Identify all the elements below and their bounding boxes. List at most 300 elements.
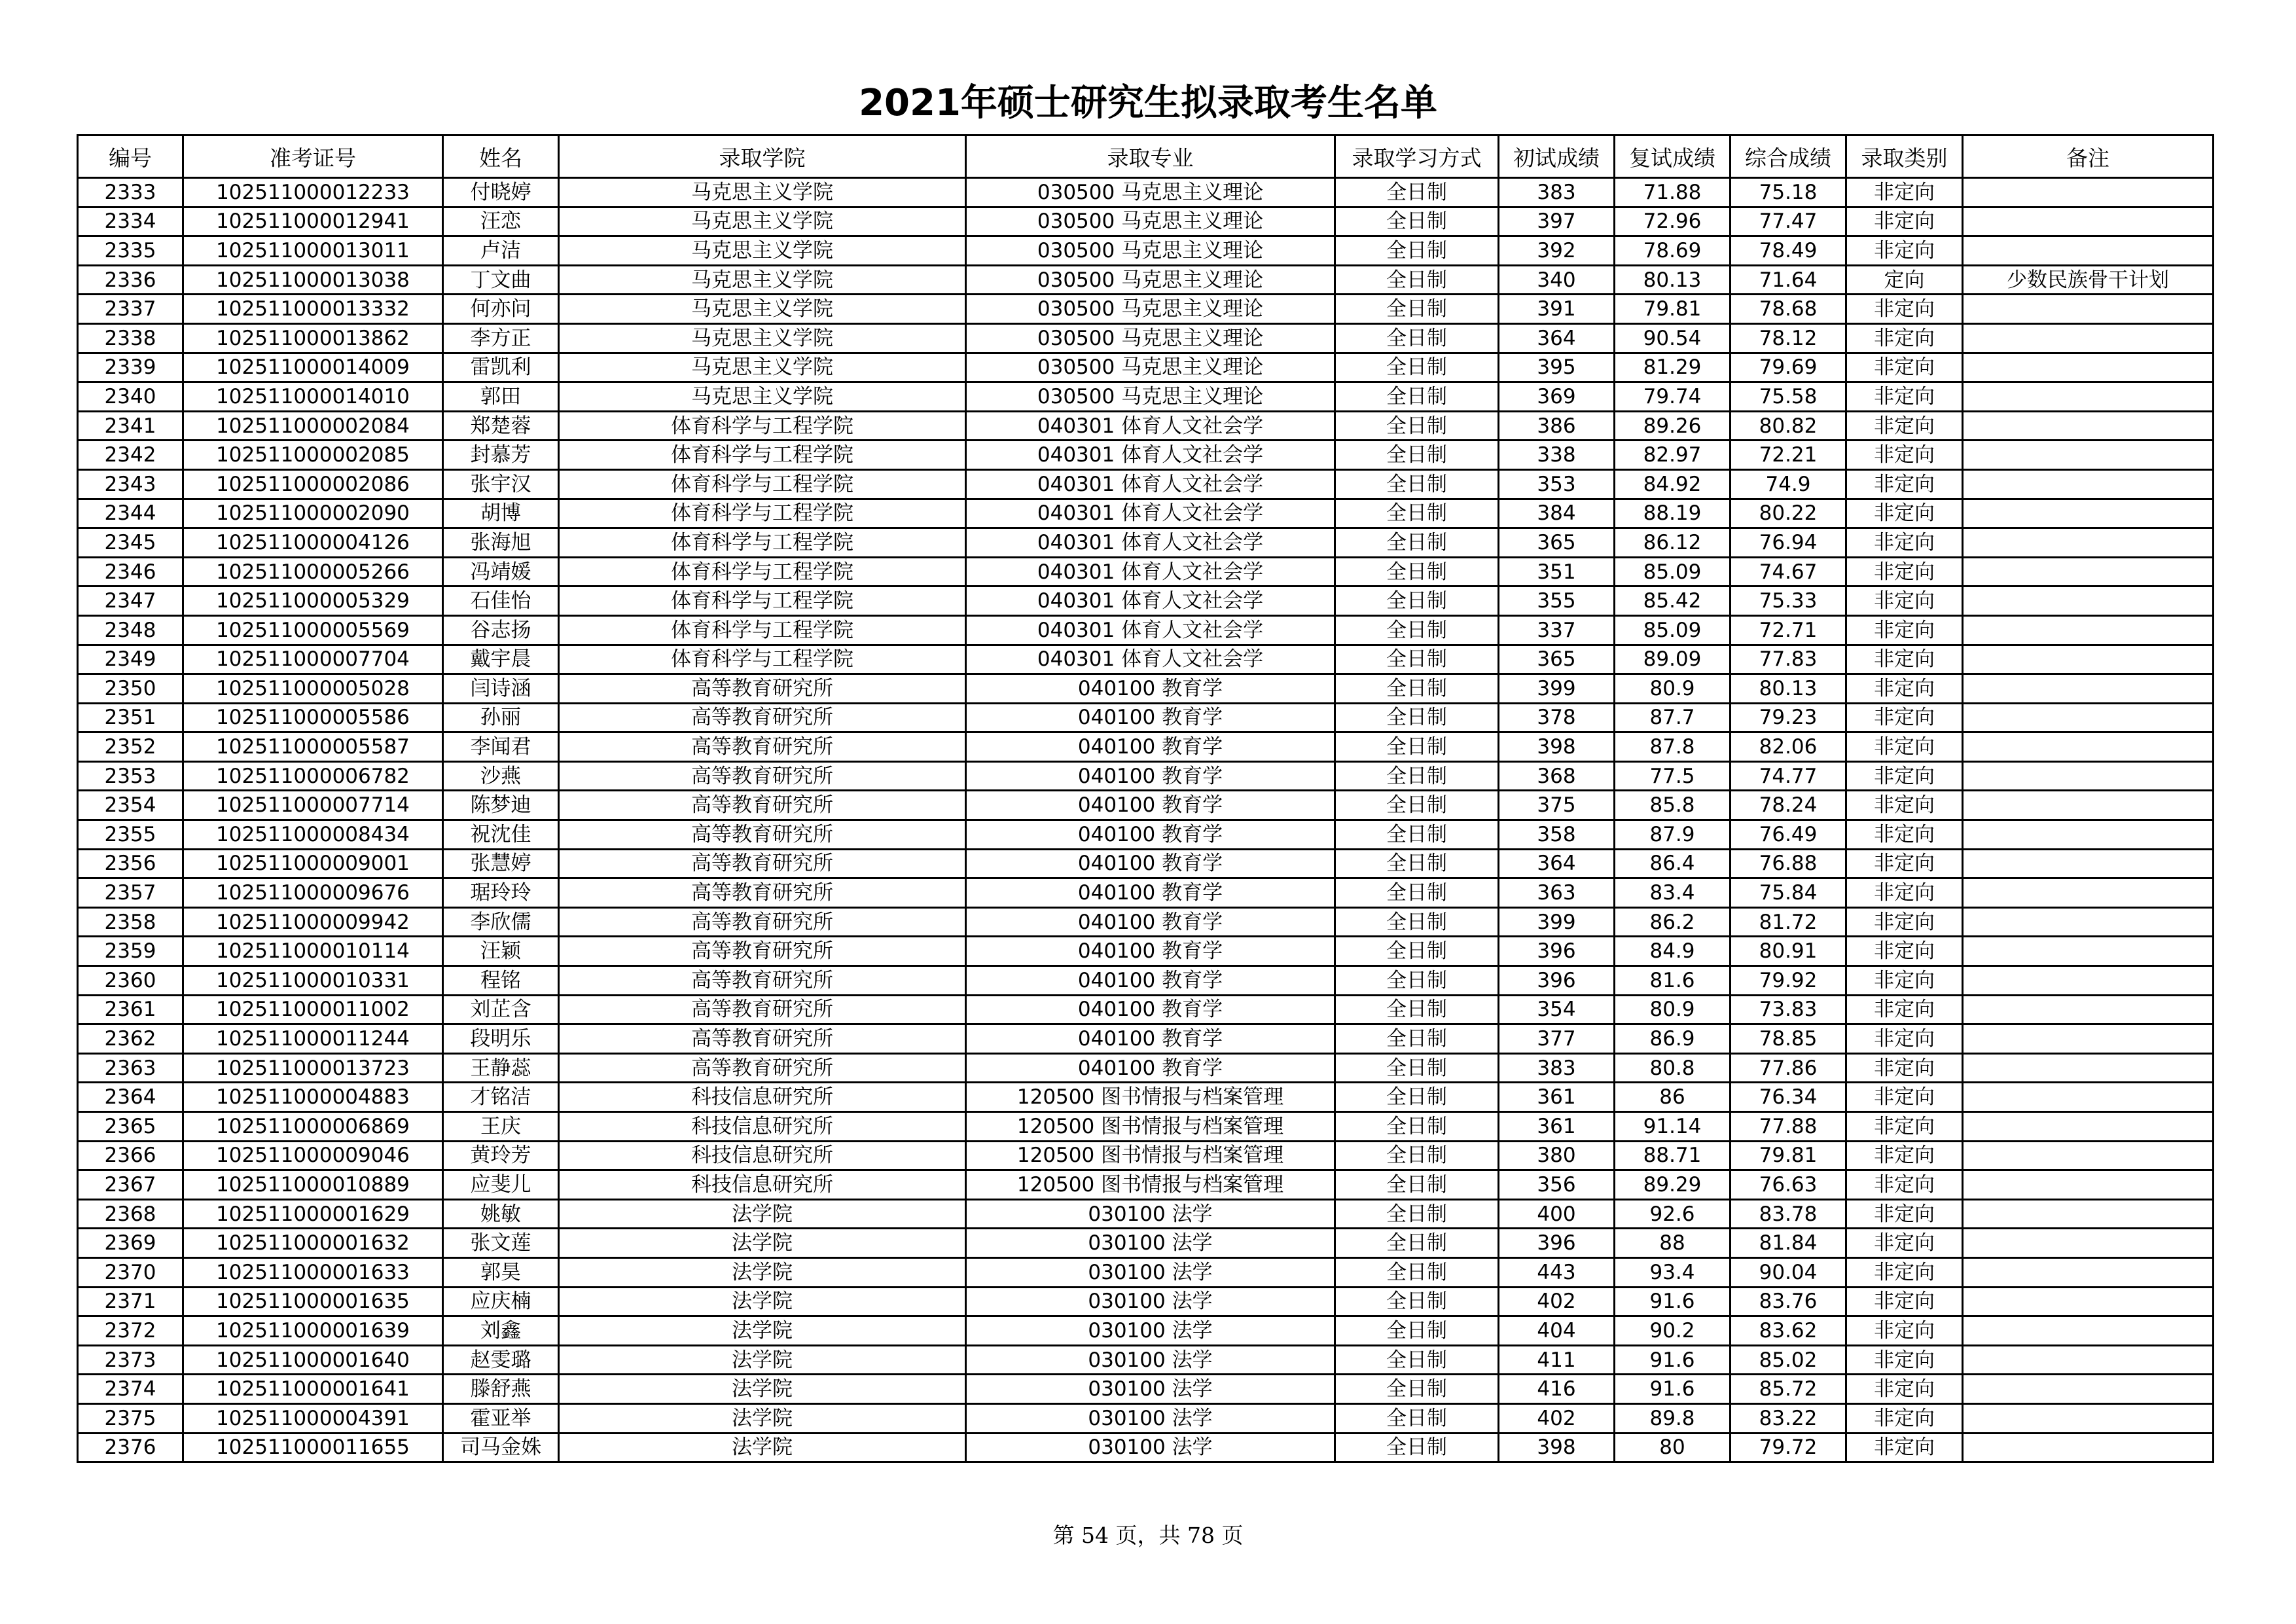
cell-name: 封慕芳 <box>443 441 559 470</box>
cell-major: 040100 教育学 <box>966 878 1335 908</box>
cell-exam-id: 102511000008434 <box>183 820 443 850</box>
cell-retest-score: 91.6 <box>1615 1345 1731 1375</box>
cell-college: 高等教育研究所 <box>559 937 966 966</box>
cell-exam-id: 102511000004391 <box>183 1403 443 1433</box>
cell-study-mode: 全日制 <box>1335 1375 1499 1404</box>
cell-retest-score: 71.88 <box>1615 178 1731 208</box>
cell-major: 030100 法学 <box>966 1316 1335 1346</box>
cell-exam-id: 102511000013038 <box>183 265 443 295</box>
cell-number: 2363 <box>78 1053 183 1083</box>
cell-remarks <box>1963 820 2214 850</box>
cell-college: 法学院 <box>559 1229 966 1258</box>
cell-college: 法学院 <box>559 1199 966 1229</box>
cell-category: 非定向 <box>1846 178 1963 208</box>
cell-remarks <box>1963 1287 2214 1316</box>
cell-number: 2352 <box>78 732 183 762</box>
cell-category: 非定向 <box>1846 878 1963 908</box>
cell-major: 040301 体育人文社会学 <box>966 615 1335 645</box>
table-row <box>78 441 2214 470</box>
cell-remarks <box>1963 995 2214 1024</box>
cell-major: 040100 教育学 <box>966 732 1335 762</box>
cell-initial-score: 380 <box>1499 1141 1615 1170</box>
cell-name: 雷凯利 <box>443 353 559 382</box>
cell-major: 040100 教育学 <box>966 849 1335 878</box>
cell-study-mode: 全日制 <box>1335 236 1499 266</box>
cell-retest-score: 84.92 <box>1615 469 1731 499</box>
cell-total-score: 81.84 <box>1731 1229 1846 1258</box>
cell-study-mode: 全日制 <box>1335 499 1499 528</box>
cell-college: 体育科学与工程学院 <box>559 469 966 499</box>
cell-category: 非定向 <box>1846 1083 1963 1112</box>
cell-major: 030500 马克思主义理论 <box>966 353 1335 382</box>
cell-retest-score: 89.29 <box>1615 1170 1731 1200</box>
table-row <box>78 557 2214 586</box>
cell-study-mode: 全日制 <box>1335 1199 1499 1229</box>
cell-exam-id: 102511000014009 <box>183 353 443 382</box>
cell-remarks <box>1963 878 2214 908</box>
table-row <box>78 966 2214 996</box>
cell-retest-score: 83.4 <box>1615 878 1731 908</box>
cell-initial-score: 368 <box>1499 761 1615 791</box>
page-title: 2021年硕士研究生拟录取考生名单 <box>859 82 1437 124</box>
cell-remarks <box>1963 907 2214 937</box>
cell-category: 非定向 <box>1846 966 1963 996</box>
cell-retest-score: 86.4 <box>1615 849 1731 878</box>
cell-study-mode: 全日制 <box>1335 907 1499 937</box>
cell-exam-id: 102511000006782 <box>183 761 443 791</box>
cell-retest-score: 90.54 <box>1615 323 1731 353</box>
cell-initial-score: 395 <box>1499 353 1615 382</box>
cell-remarks <box>1963 966 2214 996</box>
cell-total-score: 76.34 <box>1731 1083 1846 1112</box>
cell-college: 高等教育研究所 <box>559 1053 966 1083</box>
cell-initial-score: 398 <box>1499 732 1615 762</box>
cell-remarks <box>1963 1083 2214 1112</box>
cell-category: 非定向 <box>1846 820 1963 850</box>
cell-number: 2341 <box>78 411 183 441</box>
cell-exam-id: 102511000012941 <box>183 207 443 236</box>
table-row <box>78 207 2214 236</box>
cell-total-score: 75.58 <box>1731 382 1846 412</box>
cell-name: 卢洁 <box>443 236 559 266</box>
table-row <box>78 1257 2214 1287</box>
cell-exam-id: 102511000002085 <box>183 441 443 470</box>
table-row <box>78 1316 2214 1346</box>
cell-exam-id: 102511000009676 <box>183 878 443 908</box>
cell-number: 2344 <box>78 499 183 528</box>
cell-initial-score: 361 <box>1499 1112 1615 1142</box>
cell-study-mode: 全日制 <box>1335 1433 1499 1462</box>
cell-total-score: 79.69 <box>1731 353 1846 382</box>
cell-retest-score: 87.8 <box>1615 732 1731 762</box>
cell-study-mode: 全日制 <box>1335 295 1499 324</box>
cell-category: 非定向 <box>1846 1053 1963 1083</box>
cell-exam-id: 102511000004883 <box>183 1083 443 1112</box>
cell-name: 王静蕊 <box>443 1053 559 1083</box>
cell-number: 2365 <box>78 1112 183 1142</box>
cell-college: 科技信息研究所 <box>559 1112 966 1142</box>
cell-major: 040100 教育学 <box>966 937 1335 966</box>
cell-study-mode: 全日制 <box>1335 732 1499 762</box>
cell-retest-score: 85.8 <box>1615 791 1731 820</box>
cell-name: 谷志扬 <box>443 615 559 645</box>
cell-total-score: 73.83 <box>1731 995 1846 1024</box>
table-row <box>78 236 2214 266</box>
cell-total-score: 78.12 <box>1731 323 1846 353</box>
cell-retest-score: 88.19 <box>1615 499 1731 528</box>
cell-retest-score: 92.6 <box>1615 1199 1731 1229</box>
cell-name: 沙燕 <box>443 761 559 791</box>
cell-retest-score: 85.09 <box>1615 557 1731 586</box>
cell-remarks <box>1963 586 2214 616</box>
cell-name: 郭田 <box>443 382 559 412</box>
cell-exam-id: 102511000001635 <box>183 1287 443 1316</box>
cell-initial-score: 399 <box>1499 674 1615 704</box>
cell-retest-score: 81.29 <box>1615 353 1731 382</box>
cell-category: 非定向 <box>1846 1257 1963 1287</box>
cell-total-score: 79.72 <box>1731 1433 1846 1462</box>
cell-remarks <box>1963 1316 2214 1346</box>
table-row <box>78 1199 2214 1229</box>
cell-total-score: 77.47 <box>1731 207 1846 236</box>
table-row <box>78 674 2214 704</box>
cell-retest-score: 93.4 <box>1615 1257 1731 1287</box>
cell-total-score: 78.85 <box>1731 1024 1846 1054</box>
cell-total-score: 80.13 <box>1731 674 1846 704</box>
cell-number: 2374 <box>78 1375 183 1404</box>
cell-total-score: 80.82 <box>1731 411 1846 441</box>
cell-study-mode: 全日制 <box>1335 1083 1499 1112</box>
cell-initial-score: 404 <box>1499 1316 1615 1346</box>
cell-initial-score: 443 <box>1499 1257 1615 1287</box>
cell-major: 030100 法学 <box>966 1375 1335 1404</box>
cell-study-mode: 全日制 <box>1335 615 1499 645</box>
cell-major: 040301 体育人文社会学 <box>966 411 1335 441</box>
cell-number: 2359 <box>78 937 183 966</box>
table-row <box>78 645 2214 674</box>
cell-retest-score: 89.26 <box>1615 411 1731 441</box>
cell-major: 120500 图书情报与档案管理 <box>966 1170 1335 1200</box>
cell-total-score: 76.49 <box>1731 820 1846 850</box>
cell-college: 体育科学与工程学院 <box>559 499 966 528</box>
cell-initial-score: 400 <box>1499 1199 1615 1229</box>
cell-study-mode: 全日制 <box>1335 441 1499 470</box>
cell-remarks <box>1963 791 2214 820</box>
table-row <box>78 178 2214 208</box>
cell-exam-id: 102511000002090 <box>183 499 443 528</box>
cell-total-score: 74.67 <box>1731 557 1846 586</box>
cell-college: 法学院 <box>559 1403 966 1433</box>
table-row <box>78 586 2214 616</box>
cell-college: 法学院 <box>559 1345 966 1375</box>
cell-initial-score: 340 <box>1499 265 1615 295</box>
cell-name: 戴宇晨 <box>443 645 559 674</box>
cell-exam-id: 102511000005586 <box>183 703 443 732</box>
cell-major: 030500 马克思主义理论 <box>966 265 1335 295</box>
cell-name: 郑楚蓉 <box>443 411 559 441</box>
cell-initial-score: 386 <box>1499 411 1615 441</box>
cell-name: 段明乐 <box>443 1024 559 1054</box>
cell-exam-id: 102511000009046 <box>183 1141 443 1170</box>
cell-retest-score: 91.6 <box>1615 1287 1731 1316</box>
cell-college: 马克思主义学院 <box>559 382 966 412</box>
cell-remarks <box>1963 411 2214 441</box>
cell-initial-score: 402 <box>1499 1287 1615 1316</box>
cell-name: 张宇汉 <box>443 469 559 499</box>
cell-total-score: 75.84 <box>1731 878 1846 908</box>
table-row <box>78 1229 2214 1258</box>
cell-name: 李方正 <box>443 323 559 353</box>
cell-study-mode: 全日制 <box>1335 995 1499 1024</box>
cell-total-score: 79.81 <box>1731 1141 1846 1170</box>
cell-category: 非定向 <box>1846 995 1963 1024</box>
table-row <box>78 353 2214 382</box>
cell-initial-score: 411 <box>1499 1345 1615 1375</box>
cell-number: 2368 <box>78 1199 183 1229</box>
cell-name: 郭昊 <box>443 1257 559 1287</box>
cell-initial-score: 399 <box>1499 907 1615 937</box>
cell-name: 姚敏 <box>443 1199 559 1229</box>
cell-study-mode: 全日制 <box>1335 1345 1499 1375</box>
cell-retest-score: 81.6 <box>1615 966 1731 996</box>
cell-college: 法学院 <box>559 1287 966 1316</box>
cell-major: 030100 法学 <box>966 1403 1335 1433</box>
cell-category: 非定向 <box>1846 1024 1963 1054</box>
cell-name: 闫诗涵 <box>443 674 559 704</box>
cell-retest-score: 80 <box>1615 1433 1731 1462</box>
cell-exam-id: 102511000001633 <box>183 1257 443 1287</box>
cell-major: 040100 教育学 <box>966 791 1335 820</box>
cell-college: 法学院 <box>559 1433 966 1462</box>
cell-study-mode: 全日制 <box>1335 586 1499 616</box>
cell-initial-score: 356 <box>1499 1170 1615 1200</box>
cell-initial-score: 396 <box>1499 1229 1615 1258</box>
cell-number: 2345 <box>78 528 183 558</box>
table-row <box>78 791 2214 820</box>
cell-remarks <box>1963 849 2214 878</box>
cell-major: 040301 体育人文社会学 <box>966 469 1335 499</box>
cell-retest-score: 85.09 <box>1615 615 1731 645</box>
cell-category: 非定向 <box>1846 791 1963 820</box>
cell-retest-score: 91.14 <box>1615 1112 1731 1142</box>
cell-category: 非定向 <box>1846 849 1963 878</box>
cell-name: 祝沈佳 <box>443 820 559 850</box>
cell-category: 非定向 <box>1846 1287 1963 1316</box>
cell-retest-score: 91.6 <box>1615 1375 1731 1404</box>
cell-study-mode: 全日制 <box>1335 1053 1499 1083</box>
cell-number: 2338 <box>78 323 183 353</box>
cell-name: 刘鑫 <box>443 1316 559 1346</box>
cell-total-score: 85.02 <box>1731 1345 1846 1375</box>
cell-total-score: 90.04 <box>1731 1257 1846 1287</box>
cell-college: 体育科学与工程学院 <box>559 615 966 645</box>
table-row <box>78 1024 2214 1054</box>
cell-category: 非定向 <box>1846 615 1963 645</box>
cell-study-mode: 全日制 <box>1335 966 1499 996</box>
table-row <box>78 995 2214 1024</box>
cell-college: 高等教育研究所 <box>559 1024 966 1054</box>
cell-major: 040100 教育学 <box>966 674 1335 704</box>
cell-exam-id: 102511000013862 <box>183 323 443 353</box>
cell-study-mode: 全日制 <box>1335 1024 1499 1054</box>
cell-category: 非定向 <box>1846 1229 1963 1258</box>
cell-initial-score: 337 <box>1499 615 1615 645</box>
cell-number: 2367 <box>78 1170 183 1200</box>
cell-study-mode: 全日制 <box>1335 1287 1499 1316</box>
cell-name: 石佳怡 <box>443 586 559 616</box>
cell-name: 霍亚举 <box>443 1403 559 1433</box>
cell-major: 120500 图书情报与档案管理 <box>966 1083 1335 1112</box>
cell-initial-score: 365 <box>1499 645 1615 674</box>
cell-initial-score: 383 <box>1499 178 1615 208</box>
cell-retest-score: 88.71 <box>1615 1141 1731 1170</box>
cell-total-score: 83.22 <box>1731 1403 1846 1433</box>
col-header-exam-id: 准考证号 <box>183 135 443 178</box>
col-header-remarks: 备注 <box>1963 135 2214 178</box>
table-row <box>78 703 2214 732</box>
cell-study-mode: 全日制 <box>1335 411 1499 441</box>
col-header-number: 编号 <box>78 135 183 178</box>
cell-major: 040301 体育人文社会学 <box>966 441 1335 470</box>
cell-category: 非定向 <box>1846 1141 1963 1170</box>
cell-retest-score: 79.74 <box>1615 382 1731 412</box>
cell-retest-score: 80.8 <box>1615 1053 1731 1083</box>
cell-category: 非定向 <box>1846 1316 1963 1346</box>
cell-exam-id: 102511000001641 <box>183 1375 443 1404</box>
col-header-total-score: 综合成绩 <box>1731 135 1846 178</box>
cell-number: 2340 <box>78 382 183 412</box>
cell-name: 孙丽 <box>443 703 559 732</box>
cell-college: 高等教育研究所 <box>559 878 966 908</box>
cell-college: 马克思主义学院 <box>559 178 966 208</box>
cell-number: 2372 <box>78 1316 183 1346</box>
cell-category: 非定向 <box>1846 1433 1963 1462</box>
cell-category: 非定向 <box>1846 528 1963 558</box>
cell-exam-id: 102511000012233 <box>183 178 443 208</box>
cell-remarks <box>1963 1257 2214 1287</box>
cell-name: 司马金姝 <box>443 1433 559 1462</box>
admission-table <box>77 134 2214 1463</box>
cell-name: 王庆 <box>443 1112 559 1142</box>
table-row <box>78 761 2214 791</box>
cell-study-mode: 全日制 <box>1335 849 1499 878</box>
cell-initial-score: 369 <box>1499 382 1615 412</box>
cell-exam-id: 102511000010889 <box>183 1170 443 1200</box>
cell-category: 非定向 <box>1846 441 1963 470</box>
cell-category: 非定向 <box>1846 1112 1963 1142</box>
cell-remarks <box>1963 353 2214 382</box>
cell-number: 2375 <box>78 1403 183 1433</box>
cell-remarks <box>1963 1112 2214 1142</box>
cell-total-score: 72.21 <box>1731 441 1846 470</box>
cell-retest-score: 79.81 <box>1615 295 1731 324</box>
cell-total-score: 77.83 <box>1731 645 1846 674</box>
cell-category: 非定向 <box>1846 586 1963 616</box>
cell-major: 120500 图书情报与档案管理 <box>966 1112 1335 1142</box>
cell-initial-score: 416 <box>1499 1375 1615 1404</box>
cell-major: 040100 教育学 <box>966 907 1335 937</box>
cell-exam-id: 102511000007714 <box>183 791 443 820</box>
cell-category: 非定向 <box>1846 703 1963 732</box>
cell-initial-score: 391 <box>1499 295 1615 324</box>
cell-college: 高等教育研究所 <box>559 703 966 732</box>
cell-name: 付晓婷 <box>443 178 559 208</box>
cell-college: 马克思主义学院 <box>559 353 966 382</box>
cell-retest-score: 84.9 <box>1615 937 1731 966</box>
cell-retest-score: 77.5 <box>1615 761 1731 791</box>
cell-retest-score: 86.9 <box>1615 1024 1731 1054</box>
table-row <box>78 1287 2214 1316</box>
cell-college: 法学院 <box>559 1375 966 1404</box>
cell-remarks <box>1963 937 2214 966</box>
cell-number: 2373 <box>78 1345 183 1375</box>
cell-number: 2335 <box>78 236 183 266</box>
cell-remarks <box>1963 1375 2214 1404</box>
cell-retest-score: 86.2 <box>1615 907 1731 937</box>
table-row <box>78 1112 2214 1142</box>
cell-retest-score: 80.9 <box>1615 674 1731 704</box>
cell-initial-score: 361 <box>1499 1083 1615 1112</box>
cell-remarks <box>1963 236 2214 266</box>
cell-remarks <box>1963 1199 2214 1229</box>
cell-remarks <box>1963 674 2214 704</box>
cell-name: 汪颖 <box>443 937 559 966</box>
cell-number: 2355 <box>78 820 183 850</box>
cell-retest-score: 86.12 <box>1615 528 1731 558</box>
cell-exam-id: 102511000011244 <box>183 1024 443 1054</box>
cell-name: 刘芷含 <box>443 995 559 1024</box>
cell-category: 非定向 <box>1846 645 1963 674</box>
cell-category: 非定向 <box>1846 295 1963 324</box>
cell-initial-score: 383 <box>1499 1053 1615 1083</box>
cell-name: 冯靖媛 <box>443 557 559 586</box>
cell-total-score: 83.76 <box>1731 1287 1846 1316</box>
cell-exam-id: 102511000011655 <box>183 1433 443 1462</box>
cell-category: 非定向 <box>1846 907 1963 937</box>
cell-category: 非定向 <box>1846 411 1963 441</box>
cell-college: 高等教育研究所 <box>559 995 966 1024</box>
cell-number: 2366 <box>78 1141 183 1170</box>
cell-remarks <box>1963 1345 2214 1375</box>
cell-initial-score: 375 <box>1499 791 1615 820</box>
cell-college: 高等教育研究所 <box>559 732 966 762</box>
table-row <box>78 1403 2214 1433</box>
cell-number: 2364 <box>78 1083 183 1112</box>
cell-remarks <box>1963 557 2214 586</box>
cell-total-score: 80.22 <box>1731 499 1846 528</box>
cell-number: 2358 <box>78 907 183 937</box>
cell-major: 030500 马克思主义理论 <box>966 236 1335 266</box>
cell-remarks <box>1963 207 2214 236</box>
cell-total-score: 83.78 <box>1731 1199 1846 1229</box>
table-row <box>78 382 2214 412</box>
cell-study-mode: 全日制 <box>1335 265 1499 295</box>
cell-major: 040301 体育人文社会学 <box>966 557 1335 586</box>
cell-total-score: 75.33 <box>1731 586 1846 616</box>
cell-study-mode: 全日制 <box>1335 528 1499 558</box>
cell-name: 胡博 <box>443 499 559 528</box>
table-row <box>78 323 2214 353</box>
cell-major: 030500 马克思主义理论 <box>966 178 1335 208</box>
cell-major: 030100 法学 <box>966 1257 1335 1287</box>
cell-category: 非定向 <box>1846 323 1963 353</box>
cell-number: 2350 <box>78 674 183 704</box>
cell-total-score: 82.06 <box>1731 732 1846 762</box>
cell-exam-id: 102511000007704 <box>183 645 443 674</box>
cell-major: 040100 教育学 <box>966 820 1335 850</box>
cell-college: 马克思主义学院 <box>559 323 966 353</box>
cell-category: 非定向 <box>1846 382 1963 412</box>
